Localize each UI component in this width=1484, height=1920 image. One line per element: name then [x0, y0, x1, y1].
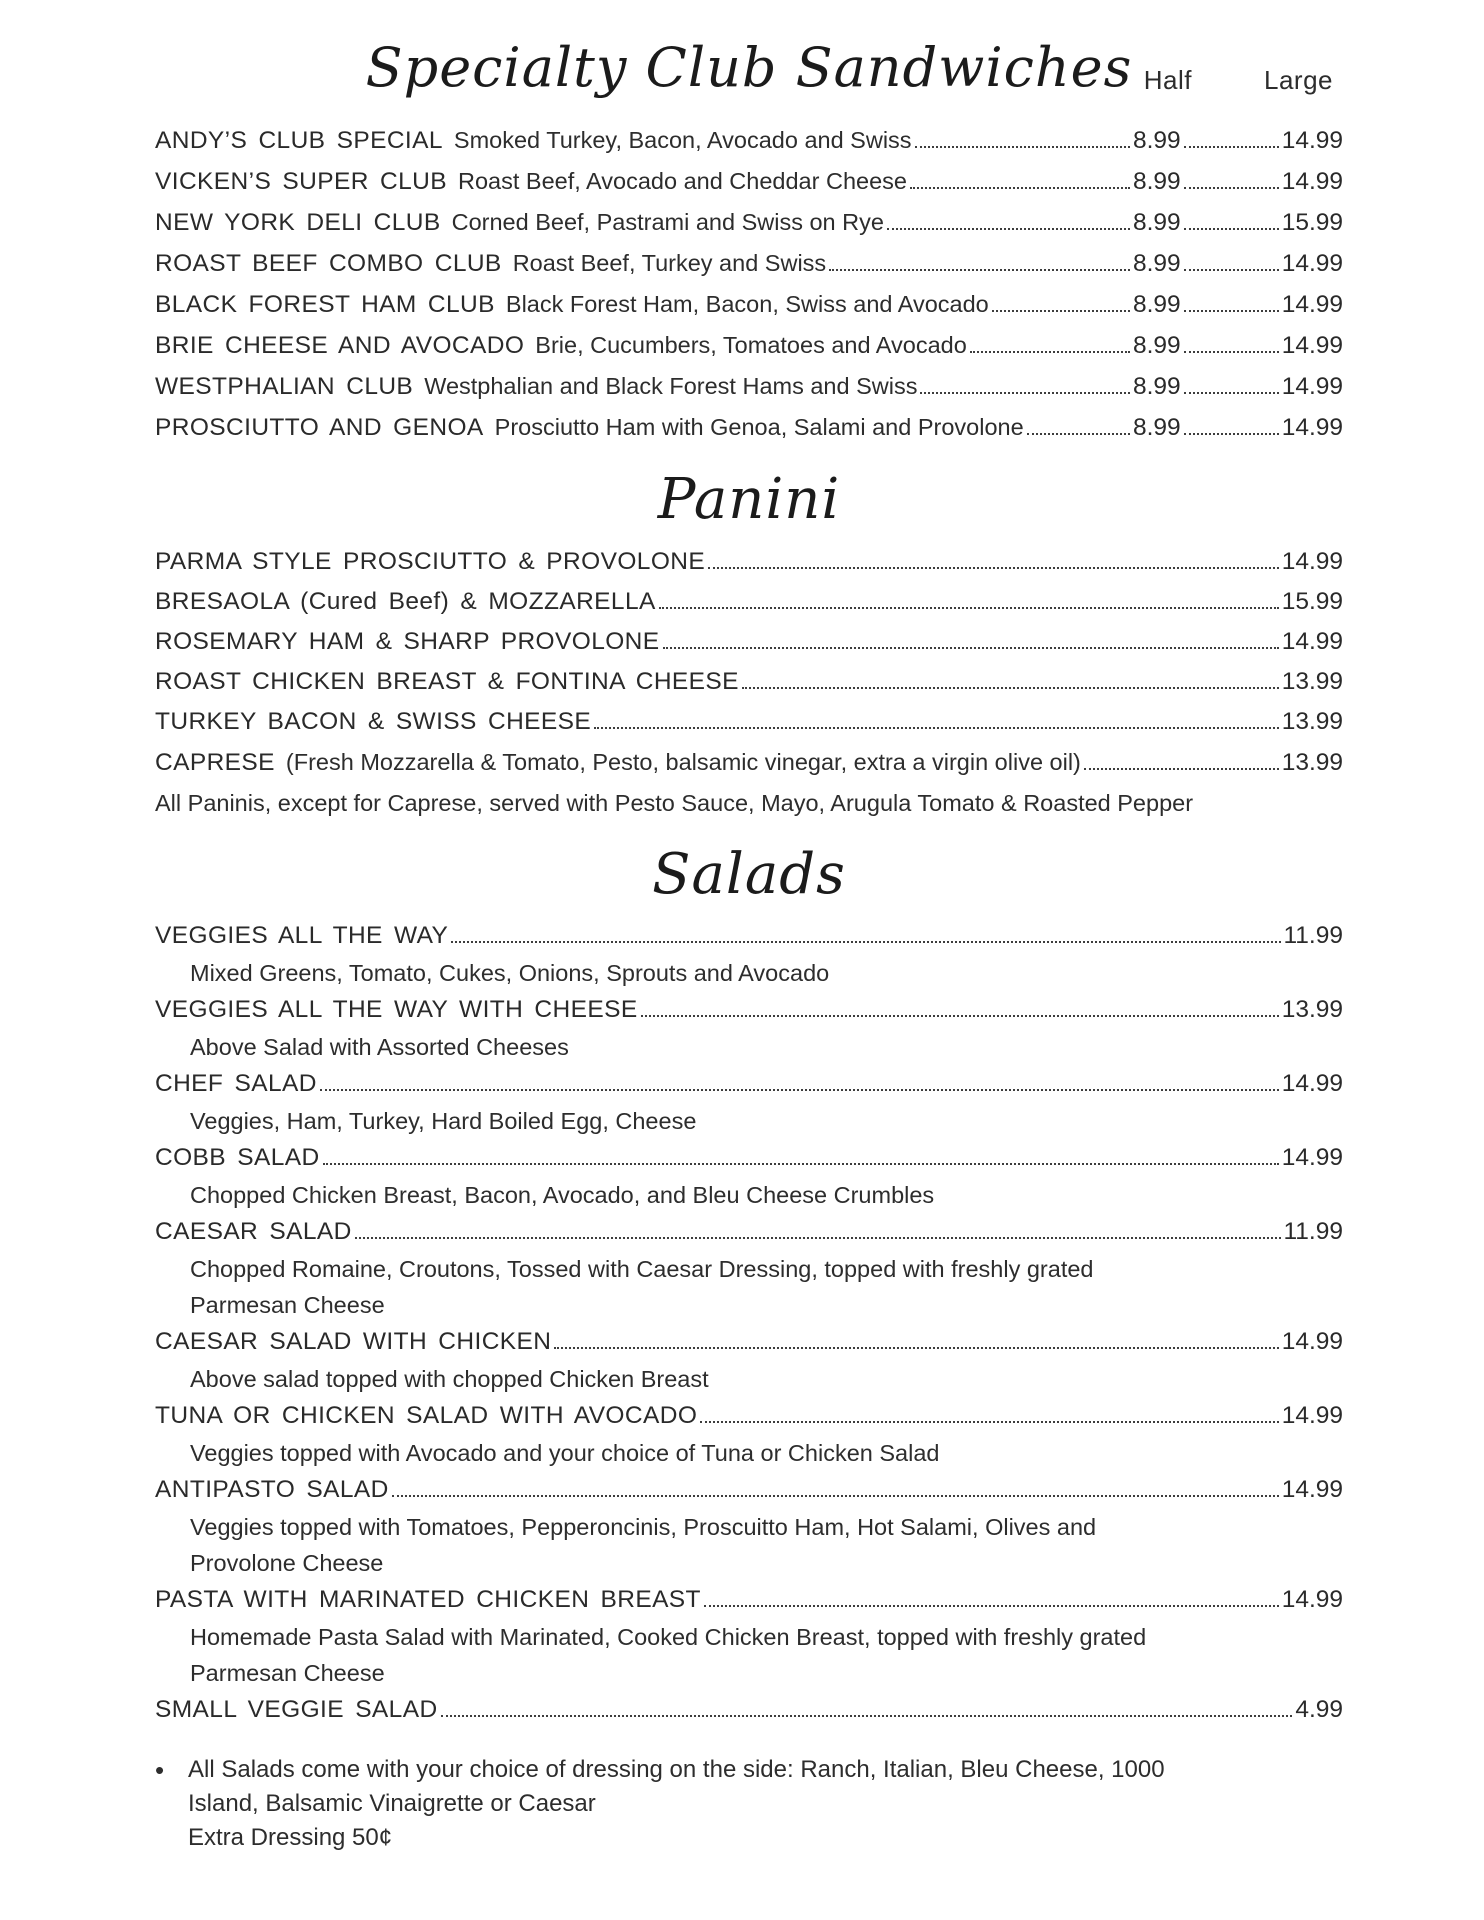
section-title-panini: Panini	[657, 467, 841, 532]
item-description: (Fresh Mozzarella & Tomato, Pesto, balsamic vinegar, extra a virgin olive oil)	[285, 749, 1081, 775]
menu-item-row	[155, 120, 1343, 161]
section-sandwiches	[155, 120, 1343, 448]
item-name: COBB SALAD	[155, 1144, 320, 1171]
dot-leader	[1184, 392, 1279, 394]
item-description: Roast Beef, Turkey and Swiss	[512, 250, 827, 276]
menu-item-row	[155, 366, 1343, 407]
item-name: CHEF SALAD	[155, 1070, 317, 1097]
menu-item-row	[155, 1213, 1343, 1251]
menu-item-row	[155, 161, 1343, 202]
price-half: 8.99	[1133, 414, 1181, 441]
footnote-text: All Salads come with your choice of dressing on the side: Ranch, Italian, Bleu Cheese, 1000 Island, Balsamic Vinaigrette or Caesar	[188, 1756, 1165, 1817]
menu-item-row	[155, 622, 1343, 662]
dot-leader	[451, 941, 1280, 943]
dot-leader	[704, 1605, 1279, 1607]
price-large: 15.99	[1281, 209, 1343, 236]
price: 14.99	[1281, 1144, 1343, 1171]
price-half: 8.99	[1133, 127, 1181, 154]
price-half: 8.99	[1133, 209, 1181, 236]
item-name: BLACK FOREST HAM CLUB	[155, 291, 495, 318]
price-large: 14.99	[1281, 250, 1343, 277]
menu-item-row	[155, 742, 1343, 783]
item-name: ANTIPASTO SALAD	[155, 1476, 389, 1503]
price-half: 8.99	[1133, 373, 1181, 400]
dot-leader	[700, 1421, 1278, 1423]
menu-item-row	[155, 917, 1343, 955]
item-description: Smoked Turkey, Bacon, Avocado and Swiss	[453, 127, 912, 153]
price-half: 8.99	[1133, 168, 1181, 195]
dot-leader	[663, 647, 1279, 649]
item-description: Above salad topped with chopped Chicken Breast	[190, 1366, 709, 1392]
item-description: Veggies topped with Avocado and your choice of Tuna or Chicken Salad	[190, 1440, 940, 1466]
item-description: Roast Beef, Avocado and Cheddar Cheese	[457, 168, 907, 194]
menu-item-row	[155, 1323, 1343, 1361]
section-header-salads	[155, 829, 1343, 917]
price-large: 14.99	[1281, 332, 1343, 359]
item-name: CAESAR SALAD	[155, 1218, 352, 1245]
section-title-salads: Salads	[652, 842, 846, 907]
dot-leader	[320, 1089, 1279, 1091]
menu-item-row	[155, 1065, 1343, 1103]
dot-leader	[1184, 187, 1279, 189]
item-description: Corned Beef, Pastrami and Swiss on Rye	[451, 209, 884, 235]
section-header-panini	[155, 454, 1343, 542]
item-name: SMALL VEGGIE SALAD	[155, 1696, 438, 1723]
item-name: BRESAOLA (Cured Beef) & MOZZARELLA	[155, 588, 656, 615]
item-description: Homemade Pasta Salad with Marinated, Cooked Chicken Breast, topped with freshly grated Parmesan Cheese	[190, 1624, 1147, 1686]
menu-item-row	[155, 991, 1343, 1029]
dot-leader	[554, 1347, 1278, 1349]
section-header-sandwiches	[155, 30, 1343, 110]
dot-leader	[970, 351, 1130, 353]
price: 14.99	[1281, 1402, 1343, 1429]
price: 14.99	[1281, 628, 1343, 655]
price: 11.99	[1283, 922, 1343, 949]
menu-item-row	[155, 662, 1343, 702]
price-column-header-half: Half	[1143, 65, 1192, 95]
item-description: Mixed Greens, Tomato, Cukes, Onions, Sprouts and Avocado	[190, 960, 830, 986]
dot-leader	[641, 1015, 1279, 1017]
item-name: BRIE CHEESE AND AVOCADO	[155, 332, 525, 359]
item-name: VEGGIES ALL THE WAY WITH CHEESE	[155, 996, 638, 1023]
item-description: Chopped Romaine, Croutons, Tossed with Caesar Dressing, topped with freshly grated Parmesan Cheese	[190, 1256, 1094, 1318]
dot-leader	[887, 228, 1130, 230]
price-half: 8.99	[1133, 291, 1181, 318]
panini-note: All Paninis, except for Caprese, served with Pesto Sauce, Mayo, Arugula Tomato & Roasted Pepper	[155, 790, 1194, 816]
dot-leader	[1184, 351, 1279, 353]
price-large: 14.99	[1281, 168, 1343, 195]
dot-leader	[1184, 269, 1279, 271]
item-description: Westphalian and Black Forest Hams and Swiss	[424, 373, 918, 399]
item-name: ROAST CHICKEN BREAST & FONTINA CHEESE	[155, 668, 739, 695]
dot-leader	[1184, 228, 1279, 230]
menu-item-row	[155, 202, 1343, 243]
dot-leader	[392, 1495, 1279, 1497]
item-name: CAESAR SALAD WITH CHICKEN	[155, 1328, 552, 1355]
salads-footnote	[155, 1753, 1343, 1855]
item-name: PARMA STYLE PROSCIUTTO & PROVOLONE	[155, 548, 706, 575]
section-panini	[155, 542, 1343, 823]
bullet-icon: •	[155, 1755, 165, 1785]
dot-leader	[915, 146, 1130, 148]
price: 11.99	[1283, 1218, 1343, 1245]
price: 14.99	[1281, 548, 1343, 575]
price: 14.99	[1281, 1476, 1343, 1503]
price-column-header-large: Large	[1264, 65, 1333, 95]
menu-item-row	[155, 284, 1343, 325]
price-large: 14.99	[1281, 373, 1343, 400]
dot-leader	[920, 392, 1130, 394]
section-title-sandwiches: Specialty Club Sandwiches	[365, 36, 1133, 99]
price: 13.99	[1281, 668, 1343, 695]
item-name: VICKEN’S SUPER CLUB	[155, 168, 447, 195]
menu-item-row	[155, 1581, 1343, 1619]
price-half: 8.99	[1133, 332, 1181, 359]
section-salads	[155, 917, 1343, 1855]
price: 14.99	[1281, 1070, 1343, 1097]
item-description: Brie, Cucumbers, Tomatoes and Avocado	[535, 332, 967, 358]
dot-leader	[323, 1163, 1279, 1165]
footnote-extra-dressing: Extra Dressing 50¢	[188, 1824, 393, 1851]
price-half: 8.99	[1133, 250, 1181, 277]
item-description: Veggies, Ham, Turkey, Hard Boiled Egg, Cheese	[190, 1108, 697, 1134]
price: 13.99	[1281, 996, 1343, 1023]
dot-leader	[829, 269, 1130, 271]
item-name: ROSEMARY HAM & SHARP PROVOLONE	[155, 628, 660, 655]
dot-leader	[355, 1237, 1281, 1239]
menu-item-row	[155, 582, 1343, 622]
price: 14.99	[1281, 1328, 1343, 1355]
item-name: ROAST BEEF COMBO CLUB	[155, 250, 502, 277]
dot-leader	[1184, 433, 1279, 435]
menu-item-row	[155, 1471, 1343, 1509]
item-name: PROSCIUTTO AND GENOA	[155, 414, 484, 441]
dot-leader	[1184, 146, 1279, 148]
price-large: 14.99	[1281, 291, 1343, 318]
item-name: WESTPHALIAN CLUB	[155, 373, 414, 400]
price: 13.99	[1281, 749, 1343, 776]
dot-leader	[594, 727, 1279, 729]
item-description: Above Salad with Assorted Cheeses	[190, 1034, 569, 1060]
dot-leader	[1184, 310, 1279, 312]
item-name: CAPRESE	[155, 749, 275, 776]
menu-item-row	[155, 542, 1343, 582]
item-name: VEGGIES ALL THE WAY	[155, 922, 449, 949]
item-description: Chopped Chicken Breast, Bacon, Avocado, and Bleu Cheese Crumbles	[190, 1182, 935, 1208]
price-large: 14.99	[1281, 414, 1343, 441]
price: 14.99	[1281, 1586, 1343, 1613]
price: 4.99	[1295, 1696, 1343, 1723]
menu-item-row	[155, 1139, 1343, 1177]
menu-item-row	[155, 325, 1343, 366]
price-large: 14.99	[1281, 127, 1343, 154]
dot-leader	[441, 1715, 1293, 1717]
item-name: TUNA OR CHICKEN SALAD WITH AVOCADO	[155, 1402, 698, 1429]
item-name: ANDY’S CLUB SPECIAL	[155, 127, 443, 154]
menu-item-row	[155, 243, 1343, 284]
dot-leader	[659, 607, 1279, 609]
menu-item-row	[155, 1397, 1343, 1435]
dot-leader	[1084, 768, 1279, 770]
item-name: NEW YORK DELI CLUB	[155, 209, 441, 236]
item-name: TURKEY BACON & SWISS CHEESE	[155, 708, 592, 735]
dot-leader	[910, 187, 1130, 189]
price: 15.99	[1281, 588, 1343, 615]
menu-item-row	[155, 1691, 1343, 1729]
item-name: PASTA WITH MARINATED CHICKEN BREAST	[155, 1586, 701, 1613]
menu-item-row	[155, 407, 1343, 448]
dot-leader	[742, 687, 1279, 689]
price: 13.99	[1281, 708, 1343, 735]
dot-leader	[1027, 433, 1130, 435]
dot-leader	[708, 567, 1279, 569]
item-description: Black Forest Ham, Bacon, Swiss and Avocado	[505, 291, 989, 317]
footnote-body	[188, 1753, 1188, 1855]
menu-item-row	[155, 702, 1343, 742]
item-description: Veggies topped with Tomatoes, Pepperoncinis, Proscuitto Ham, Hot Salami, Olives and Provolone Cheese	[190, 1514, 1097, 1576]
dot-leader	[992, 310, 1130, 312]
item-description: Prosciutto Ham with Genoa, Salami and Provolone	[494, 414, 1024, 440]
